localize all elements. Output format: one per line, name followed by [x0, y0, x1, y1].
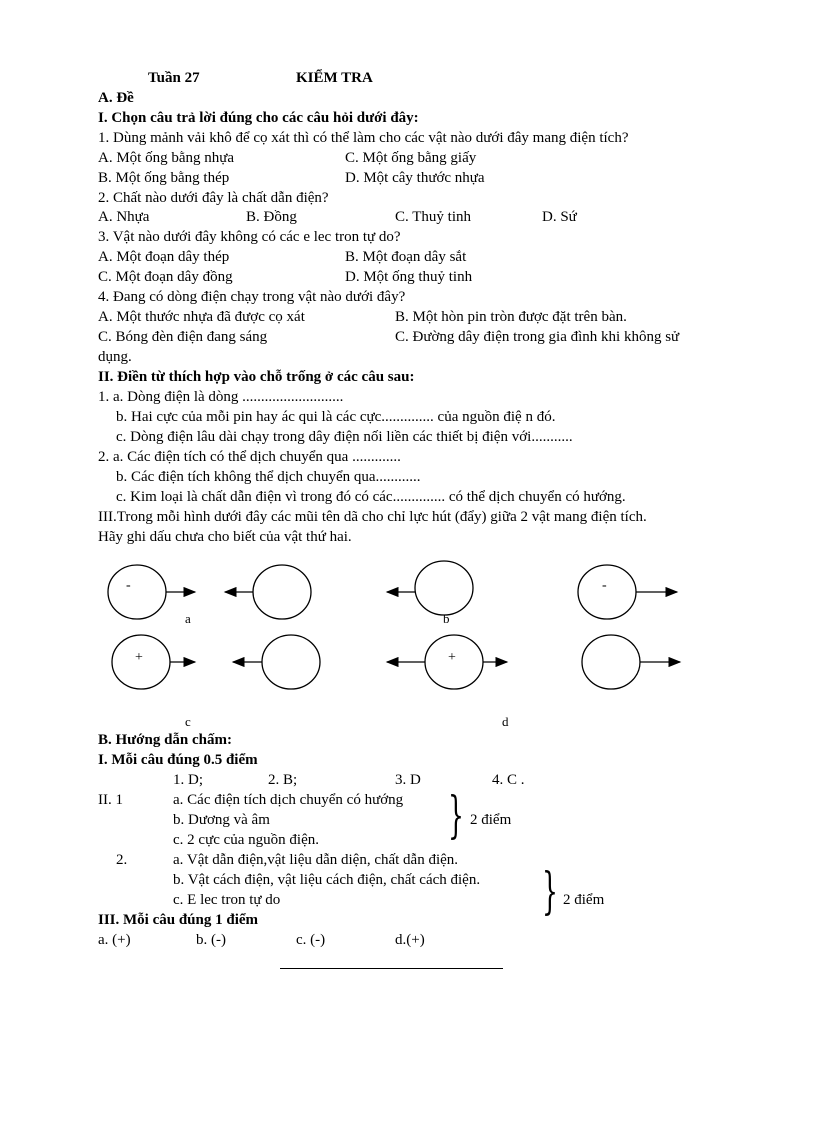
guide-2-2c: c. E lec tron tự do [173, 892, 281, 908]
q4-option-d: C. Đường dây điện trong gia đình khi không sử [395, 329, 680, 345]
answer-1: 1. D; [173, 772, 203, 788]
charge-circle-d2 [582, 635, 640, 689]
part1-heading: I. Chọn câu trả lời đúng cho các câu hỏi dưới đây: [98, 110, 419, 126]
charge-sign-b: - [602, 578, 607, 593]
brace-group-2: } [542, 862, 558, 920]
charge-circle-c2 [262, 635, 320, 689]
score-group-2: 2 điểm [563, 892, 605, 908]
brace-group-1: } [448, 786, 464, 844]
charge-sign-c: + [135, 650, 143, 665]
page-title: KIỂM TRA [296, 70, 373, 86]
part3-answer-a: a. (+) [98, 932, 131, 948]
charge-circle-a2 [253, 565, 311, 619]
q2-text: 2. Chất nào dưới đây là chất dẫn điện? [98, 190, 329, 206]
q2-option-c: C. Thuỷ tinh [395, 209, 471, 225]
q1-option-d: D. Một cây thước nhựa [345, 170, 485, 186]
guide-part1-heading: I. Mỗi câu đúng 0.5 điểm [98, 752, 258, 768]
charge-circle-b1 [415, 561, 473, 615]
guide-2-2a: a. Vật dẫn điện,vật liệu dẫn diện, chất dẫn điện. [173, 852, 459, 868]
fill-line-1b: b. Hai cực của mỗi pin hay ác qui là các cực.............. của nguồn điệ n đó. [116, 409, 556, 425]
fill-line-2b: b. Các điện tích không thể dịch chuyển qua............ [116, 469, 421, 485]
figure-label-b: b [443, 611, 450, 626]
fill-line-1c: c. Dòng điện lâu dài chạy trong dây điện nối liền các thiết bị điện với........... [116, 429, 573, 445]
part3-line2: Hãy ghi dấu chưa cho biết của vật thứ hai. [98, 529, 352, 545]
score-group-1: 2 điểm [470, 812, 512, 828]
q3-option-c: C. Một đoạn dây đồng [98, 269, 233, 285]
guide-2-1c: c. 2 cực của nguồn điện. [173, 832, 319, 848]
q4-option-c: C. Bóng đèn điện đang sáng [98, 329, 268, 345]
week-label: Tuần 27 [148, 70, 200, 86]
charge-circle-b2 [578, 565, 636, 619]
q2-option-d: D. Sứ [542, 209, 577, 225]
figure-label-d: d [502, 714, 509, 729]
q2-option-a: A. Nhựa [98, 209, 150, 225]
guide-2-1b: b. Dương và âm [173, 812, 270, 828]
guide-part2-2-label: 2. [116, 852, 128, 868]
guide-part2-label: II. 1 [98, 792, 123, 808]
q4-option-a: A. Một thước nhựa đã được cọ xát [98, 309, 305, 325]
guide-part3-heading: III. Mỗi câu đúng 1 điểm [98, 912, 259, 928]
answer-2: 2. B; [268, 772, 298, 788]
answer-4: 4. C . [492, 772, 525, 788]
fill-line-2a: 2. a. Các điện tích có thể dịch chuyển qua ............. [98, 449, 401, 465]
charge-sign-a: - [126, 578, 131, 593]
answer-3: 3. D [395, 772, 421, 788]
end-rule [280, 968, 503, 969]
fill-line-2c: c. Kim loại là chất dẫn điện vì trong đó có các.............. có thể dịch chuyển có hướng. [116, 489, 626, 505]
q4-option-b: B. Một hòn pin tròn được đặt trên bàn. [395, 309, 627, 325]
q3-option-d: D. Một ống thuỷ tinh [345, 269, 473, 285]
charge-sign-d: + [448, 650, 456, 665]
q4-option-d-continued: dụng. [98, 349, 132, 365]
q1-text: 1. Dùng mảnh vải khô để cọ xát thì có thể làm cho các vật nào dưới đây mang điện tích? [98, 130, 629, 146]
fill-line-1a: 1. a. Dòng điện là dòng ........................... [98, 389, 344, 405]
charge-circle-a1 [108, 565, 166, 619]
part3-answer-b: b. (-) [196, 932, 226, 948]
guide-2-2b: b. Vật cách điện, vật liệu cách điện, chất cách điện. [173, 872, 481, 888]
section-a-heading: A. Đề [98, 90, 134, 106]
q2-option-b: B. Đồng [246, 209, 297, 225]
part3-answer-d: d.(+) [395, 932, 425, 948]
part3-line1: III.Trong mỗi hình dưới đây các mũi tên dã cho chỉ lực hút (đẩy) giữa 2 vật mang điện tích. [98, 509, 647, 525]
q1-option-a: A. Một ống bằng nhựa [98, 150, 235, 166]
q3-option-b: B. Một đoạn dây sắt [345, 249, 467, 265]
figure-label-a: a [185, 611, 191, 626]
part2-heading: II. Điền từ thích hợp vào chỗ trống ở các câu sau: [98, 369, 415, 385]
q1-option-c: C. Một ống bằng giấy [345, 150, 477, 166]
q3-text: 3. Vật nào dưới đây không có các e lec tron tự do? [98, 229, 401, 245]
part3-answer-c: c. (-) [296, 932, 326, 948]
guide-2-1a: a. Các điện tích dịch chuyển có hướng [173, 792, 404, 808]
q1-option-b: B. Một ống bằng thép [98, 170, 230, 186]
figure-label-c: c [185, 714, 191, 729]
guide-heading: B. Hướng dẫn chấm: [98, 732, 232, 748]
q3-option-a: A. Một đoạn dây thép [98, 249, 230, 265]
q4-text: 4. Đang có dòng điện chạy trong vật nào dưới đây? [98, 289, 406, 305]
